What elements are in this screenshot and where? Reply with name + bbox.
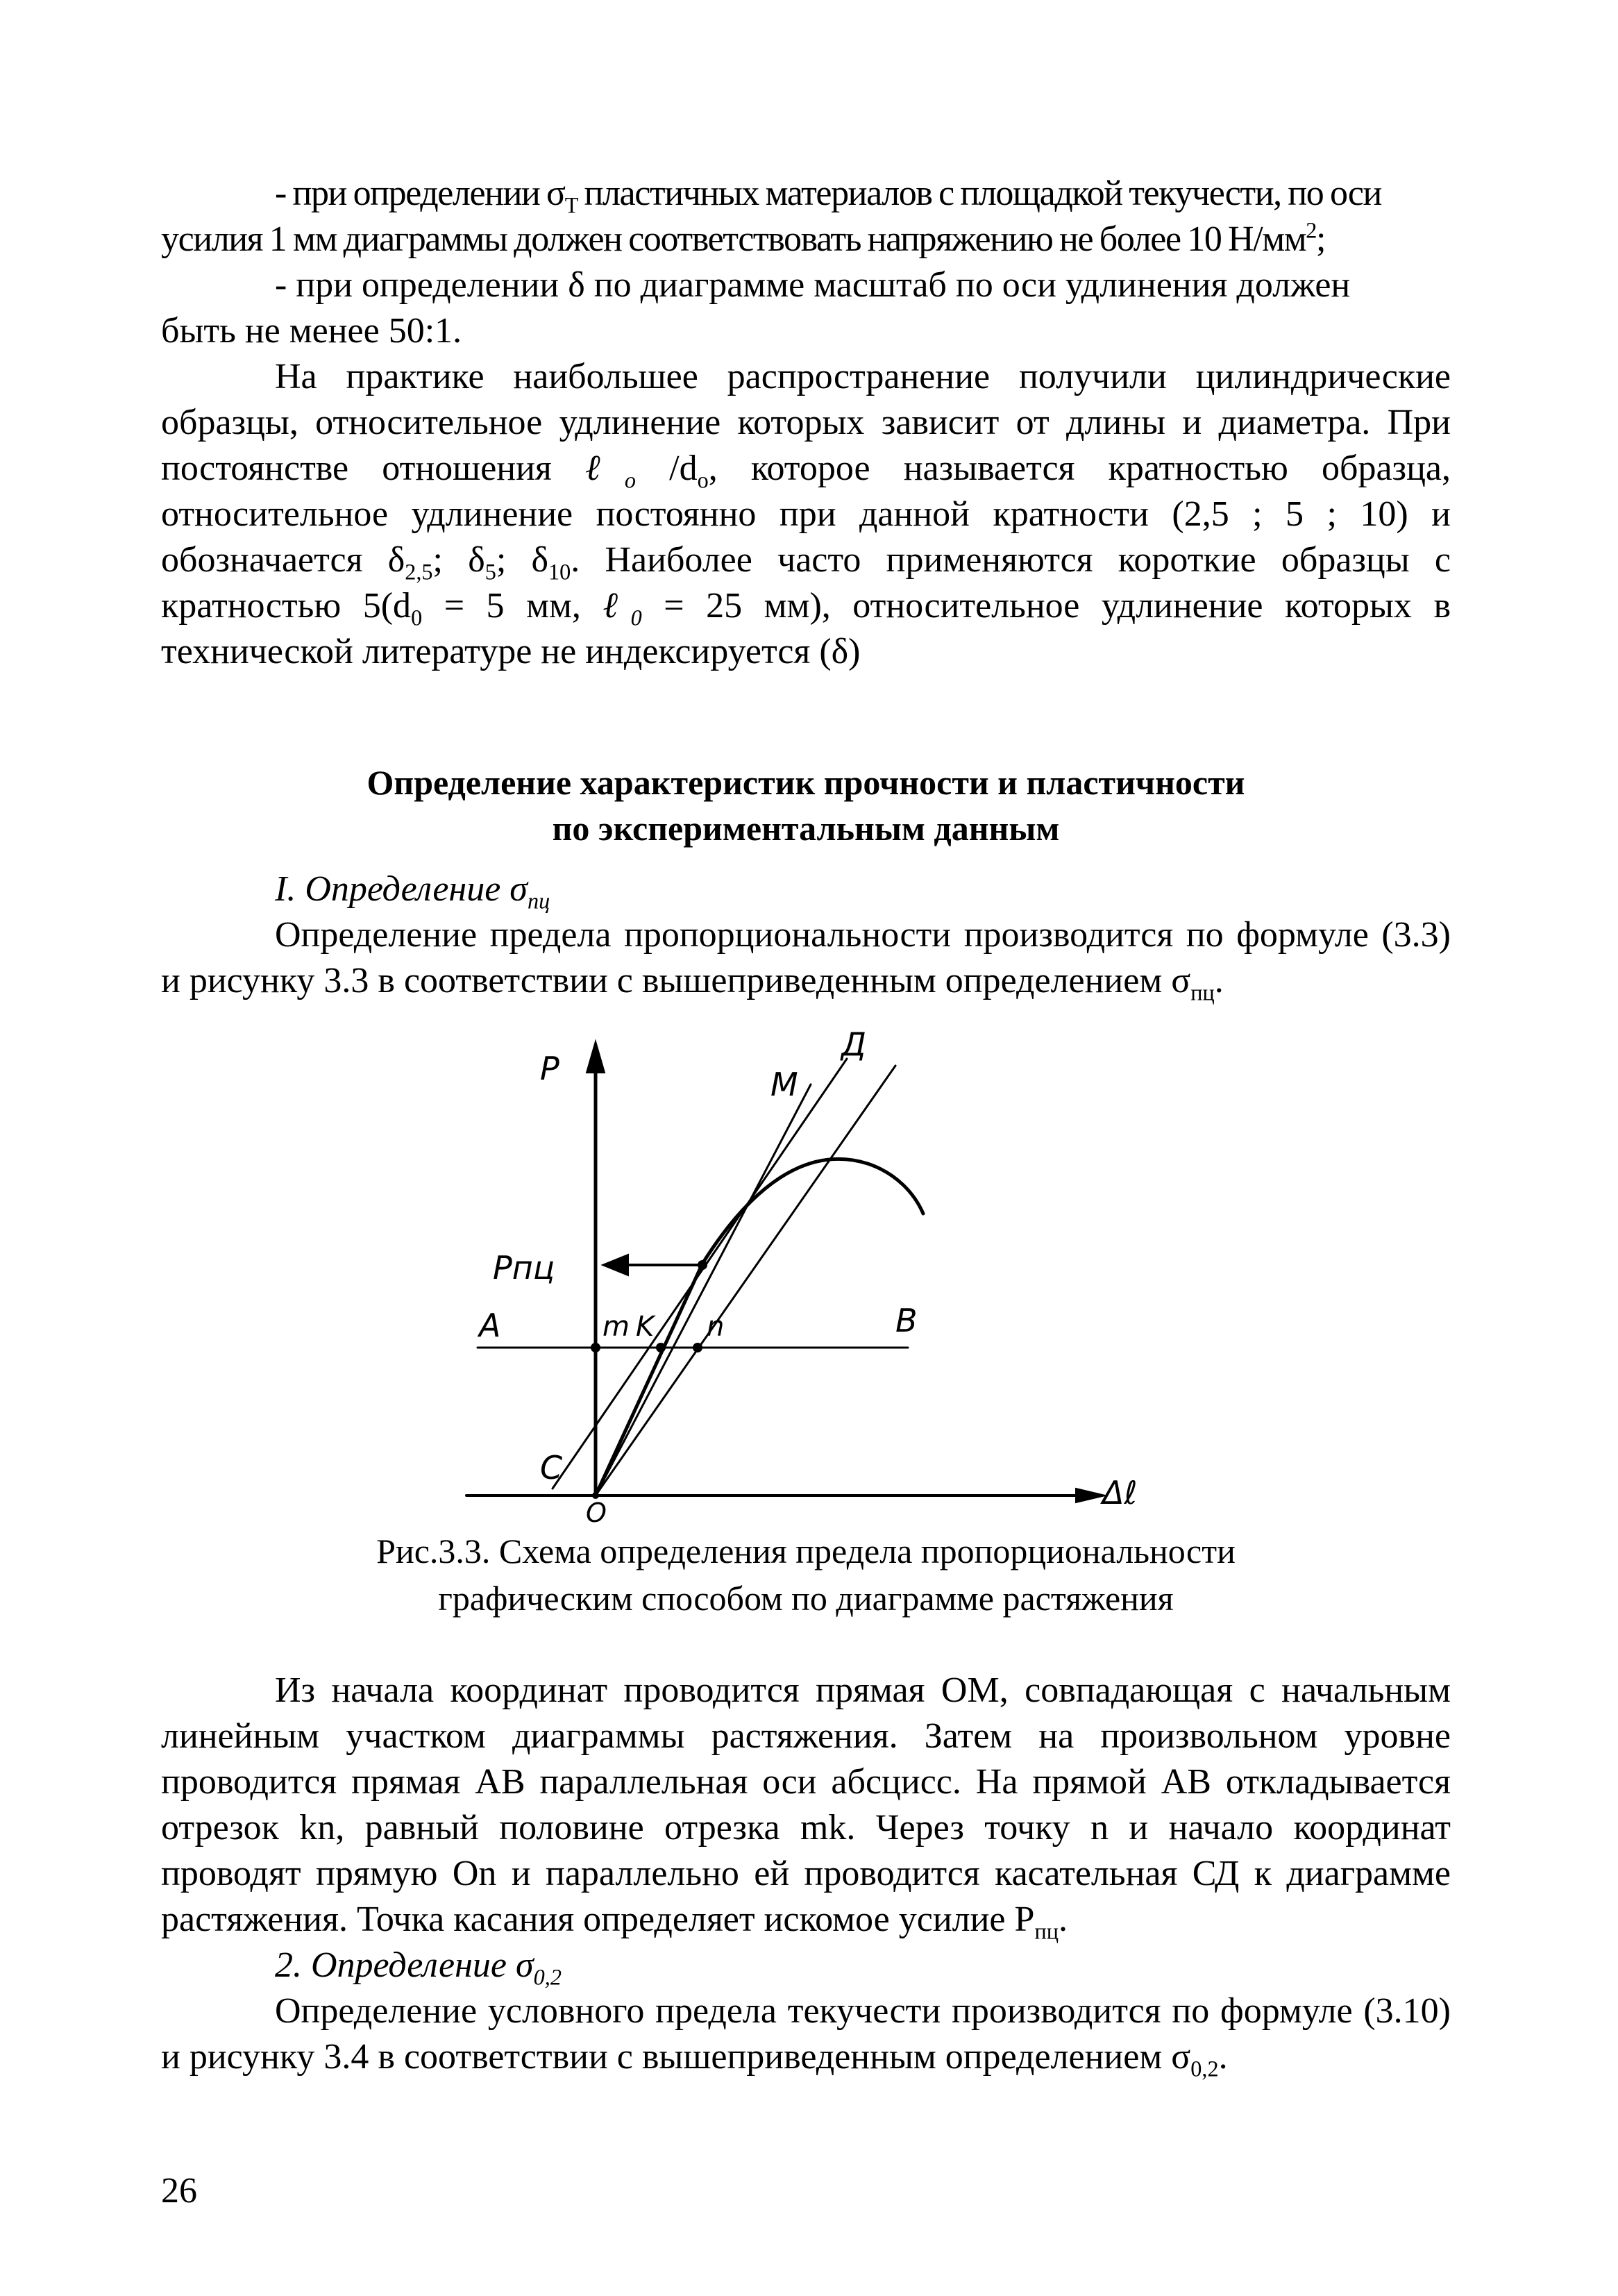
para4: Из начала координат проводится прямая ОМ, совпадающая с начальным линейным участком диаграммы растяжения. Затем на произвольном уровне проводится прямая АВ параллельная оси абсцисс. На прямой АВ откладывается отрезок kn, равный половине отрезка mk. Через точку n и начало координат проводят прямую On и параллельно ей проводится касательная СД к диаграмме растяжения. Точка касания определяет искомое усилие $Р_{пц}$.	[161, 1670, 1451, 1944]
ppc-arrowhead	[602, 1255, 628, 1275]
section-heading-line2: по экспериментальным данным	[552, 809, 1060, 848]
figure-caption-line1: Рис.3.3. Схема определения предела пропорциональности	[376, 1532, 1236, 1570]
label-p: P	[540, 1050, 559, 1087]
p-axis-arrowhead	[587, 1041, 605, 1073]
label-ppc: Pпц	[493, 1249, 555, 1287]
section1-title: I. Определение $\sigma_{пц}$	[275, 869, 550, 914]
section1-text: Определение предела пропорциональности производится по формуле (3.3) и рисунку 3.3 в соответствии с вышеприведенным определением $\sigma_{пц}$.	[161, 915, 1451, 1005]
point-m	[591, 1343, 600, 1352]
label-m: M	[770, 1066, 798, 1103]
section2-text: Определение условного предела текучести производится по формуле (3.10) и рисунку 3.4 в соответствии с вышеприведенным определением $\sigma_{0,2}$.	[161, 1991, 1451, 2081]
section-heading-line1: Определение характеристик прочности и пластичности	[366, 763, 1245, 802]
point-tangent	[698, 1260, 707, 1270]
line-om	[596, 1084, 811, 1495]
label-a: A	[479, 1307, 501, 1344]
section2-title: 2. Определение $\sigma_{0,2}$	[275, 1945, 562, 1990]
label-d: Д	[841, 1025, 866, 1063]
para1-line2: усилия 1 мм диаграммы должен соответствовать напряжению не более 10 $Н/мм^2$;	[161, 217, 1326, 259]
para3: На практике наибольшее распространение получили цилиндрические образцы, относительное удлинение которых зависит от длины и диаметра. При постоянстве отношения ℓ$_o$ $/d_o$, которое называется кратностью образца, относительное удлинение постоянно при данной кратности (2,5 ; 5 ; 10) и обозначается $\delta_{2,5}$; $\delta_5$; $\delta_{10}$. Наиболее часто применяются короткие образцы с кратностью $5(d_0 = 5$ мм, ℓ$_0$ = 25 мм), относительное удлинение которых в технической литературе не индексируется (δ)	[161, 357, 1451, 671]
label-m-small: m	[602, 1311, 630, 1343]
label-b: B	[895, 1302, 918, 1339]
label-n: n	[707, 1311, 725, 1343]
dl-axis-arrowhead	[1076, 1489, 1105, 1502]
point-k	[656, 1343, 666, 1352]
figure-caption-line2: графическим способом по диаграмме растяжения	[438, 1579, 1174, 1618]
para2-line2: быть не менее 50:1.	[161, 311, 462, 351]
label-k: K	[636, 1311, 655, 1343]
page-number: 26	[161, 2171, 197, 2211]
line-on	[596, 1066, 895, 1495]
para2-line1: - при определении δ по диаграмме масштаб по оси удлинения должен	[275, 265, 1351, 305]
point-n	[693, 1343, 702, 1352]
label-c: C	[540, 1449, 563, 1486]
para1-line1: - при определении $\sigma_Т$ пластичных материалов с площадкой текучести, по оси	[275, 174, 1381, 218]
label-dl: Δℓ	[1102, 1474, 1138, 1511]
label-o: O	[586, 1498, 607, 1528]
